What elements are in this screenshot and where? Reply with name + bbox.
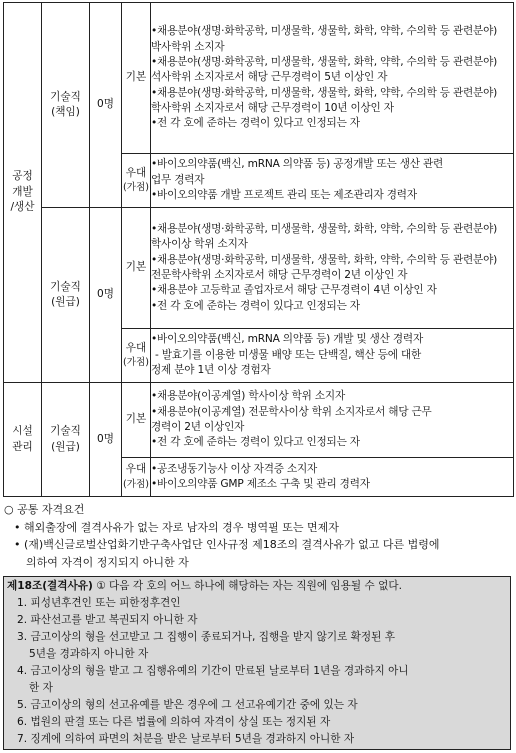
dept-label: 관리	[12, 440, 33, 453]
list-item: 학사이상 학위 소지자	[151, 238, 248, 251]
pref-label-cell	[122, 458, 151, 497]
pref-label: 우대	[125, 166, 147, 179]
list-item: •채용분야(생명·화학공학, 미생물학, 생물학, 화학, 약학, 수의학 등 관련분야)	[151, 25, 498, 38]
list-item: •공조냉동기능사 이상 자격증 소지자	[151, 462, 318, 475]
list-item: •바이오의약품 개발 프로젝트 관리 또는 제조관리자 경력자	[151, 189, 417, 202]
pref-label: 우대	[125, 341, 147, 354]
pref-items-cell	[151, 329, 514, 383]
headcount-cell: 0명	[90, 208, 122, 383]
dept-label: 개발	[12, 185, 33, 198]
article-item: 5. 금고이상의 형의 선고유예를 받은 경우에 그 선고유예기간 중에 있는 자	[17, 699, 358, 711]
headcount-cell: 0명	[90, 383, 122, 497]
article-item: 3. 금고이상의 형을 선고받고 그 집행이 종료되거나, 집행을 받지 않기로 확정된 후	[17, 631, 395, 643]
list-item: •전 각 호에 준하는 경력이 있다고 인정되는 자	[151, 436, 360, 449]
position-cell	[42, 383, 90, 497]
basic-label-cell: 기본	[122, 208, 151, 329]
article-item: 2. 파산선고를 받고 복권되지 아니한 자	[17, 614, 198, 626]
requirements-table	[3, 2, 514, 497]
list-item: •채용분야(생명·화학공학, 미생물학, 생물학, 화학, 약학, 수의학 등 관련분야)	[151, 55, 498, 68]
list-item: •채용분야(이공계열) 학사이상 학위 소지자	[151, 390, 345, 403]
headcount-cell: 0명	[90, 3, 122, 208]
position-label: 기술직	[50, 90, 81, 103]
table-row	[4, 208, 514, 329]
common-heading: ○ 공통 자격요건	[4, 503, 85, 516]
table-row	[4, 3, 514, 154]
list-item: 석사학위 소지자로서 해당 근무경력이 5년 이상인 자	[151, 71, 388, 84]
dept-cell	[4, 3, 42, 383]
list-item: 박사학위 소지자	[151, 40, 225, 53]
pref-label-cell	[122, 329, 151, 383]
pref-label: 우대	[125, 463, 147, 476]
list-item: •전 각 호에 준하는 경력이 있다고 인정되는 자	[151, 299, 360, 312]
article-title-bold: 제18조(결격사유)	[7, 580, 93, 592]
common-requirements	[4, 501, 512, 571]
basic-label-cell: 기본	[122, 3, 151, 154]
list-item: •채용분야(생명·화학공학, 미생물학, 생물학, 화학, 약학, 수의학 등 관련분야)	[151, 222, 498, 235]
position-grade: (원급)	[51, 296, 80, 308]
list-item: •바이오의약품(백신, mRNA 의약품 등) 공정개발 또는 생산 관련	[151, 158, 444, 171]
article-item: 7. 징계에 의하여 파면의 처분을 받은 날로부터 5년을 경과하지 아니한 자	[17, 733, 355, 745]
article-item: 1. 피성년후견인 또는 피한정후견인	[17, 597, 181, 609]
list-item: •채용분야(이공계열) 전문학사이상 학위 소지자로서 해당 근무	[151, 405, 432, 418]
dept-label: 공정	[12, 170, 33, 183]
list-item: 학사학위 소지자로서 해당 근무경력이 10년 이상인 자	[151, 102, 394, 115]
position-cell	[42, 208, 90, 383]
article-title-rest: ① 다음 각 호의 어느 하나에 해당하는 자는 직원에 임용될 수 없다.	[92, 580, 402, 592]
list-item: - 발효기를 이용한 미생물 배양 또는 단백질, 핵산 등에 대한	[155, 348, 422, 361]
pref-sublabel: (가점)	[122, 478, 150, 490]
list-item: 경력이 2년 이상인자	[151, 421, 245, 433]
pref-sublabel: (가점)	[122, 357, 150, 369]
article-title	[4, 577, 510, 595]
pref-label-cell	[122, 154, 151, 208]
article-item: 한 자	[29, 682, 53, 694]
basic-items-cell	[151, 383, 514, 458]
basic-label-cell: 기본	[122, 383, 151, 458]
list-item: 전문학사학위 소지자로서 해당 근무경력이 2년 이상인 자	[151, 269, 408, 281]
article-18-box	[3, 576, 511, 750]
dept-cell	[4, 383, 42, 497]
table-row	[4, 383, 514, 458]
list-item: 정제 분야 1년 이상 경험자	[151, 364, 271, 377]
list-item: 업무 경력자	[151, 173, 205, 186]
list-item: •바이오의약품 GMP 제조소 구축 및 관리 경력자	[151, 478, 370, 490]
dept-label: /생산	[10, 201, 35, 214]
common-bullet: • 해외출장에 결격사유가 없는 자로 남자의 경우 병역필 또는 면제자	[14, 520, 339, 534]
basic-items-cell	[151, 208, 514, 329]
article-item: 5년을 경과하지 아니한 자	[29, 648, 149, 660]
pref-items-cell	[151, 458, 514, 497]
list-item: •채용분야 고등학교 졸업자로서 해당 근무경력이 4년 이상인 자	[151, 284, 437, 297]
list-item: •전 각 호에 준하는 경력이 있다고 인정되는 자	[151, 117, 360, 130]
list-item: •채용분야(생명·화학공학, 미생물학, 생물학, 화학, 약학, 수의학 등 관련분야)	[151, 253, 498, 266]
dept-label: 시설	[12, 425, 33, 438]
position-cell	[42, 3, 90, 208]
article-item: 4. 금고이상의 형을 받고 그 집행유예의 기간이 만료된 날로부터 1년을 경과하지 아니	[17, 665, 409, 677]
position-label: 기술직	[50, 425, 81, 438]
position-label: 기술직	[50, 280, 81, 293]
position-grade: (원급)	[51, 440, 80, 453]
article-items	[4, 595, 510, 748]
pref-sublabel: (가점)	[122, 182, 150, 194]
position-grade: (책임)	[51, 106, 80, 118]
article-item: 6. 법원의 판결 또는 다른 법률에 의하여 자격이 상실 또는 정지된 자	[17, 716, 331, 728]
common-bullet-continued: 의하여 자격이 정지되지 아니한 자	[26, 555, 189, 569]
common-bullet: • (재)백신글로벌산업화기반구축사업단 인사규정 제18조의 결격사유가 없고 다른 법령에	[14, 538, 440, 551]
basic-items-cell	[151, 3, 514, 154]
list-item: •바이오의약품(백신, mRNA 의약품 등) 개발 및 생산 경력자	[151, 333, 423, 346]
list-item: •채용분야(생명·화학공학, 미생물학, 생물학, 화학, 약학, 수의학 등 관련분야)	[151, 86, 498, 99]
pref-items-cell	[151, 154, 514, 208]
